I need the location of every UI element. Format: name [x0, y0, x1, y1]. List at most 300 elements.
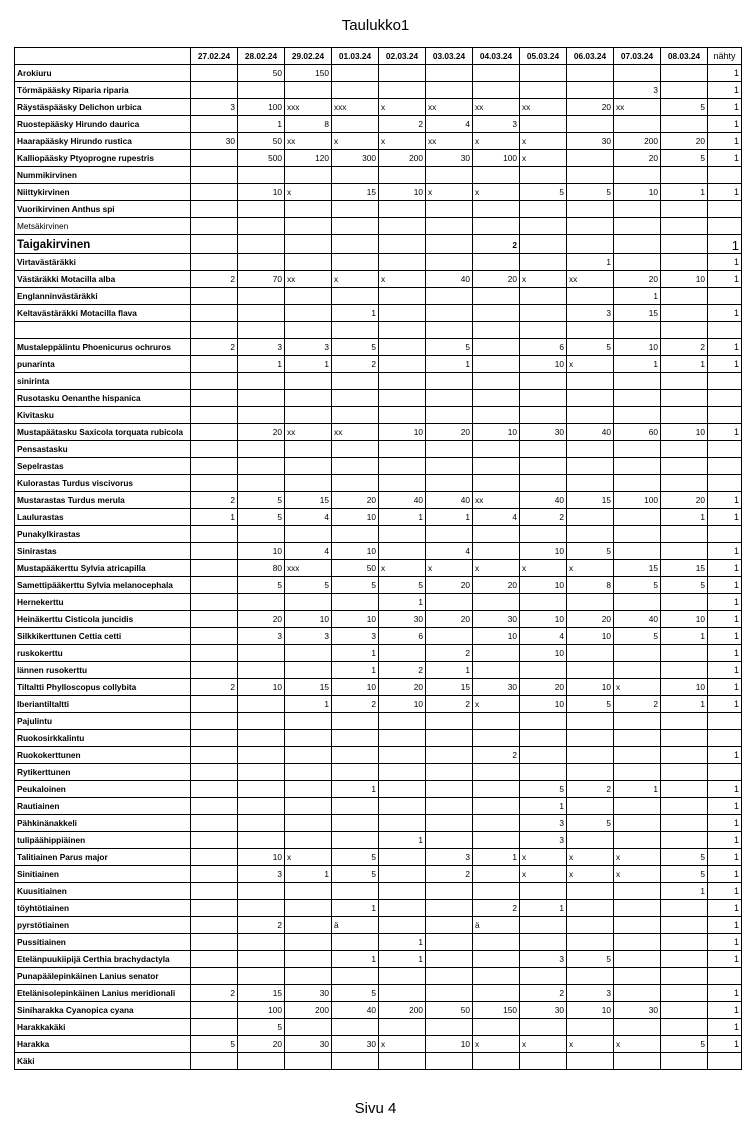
seen-cell	[708, 288, 742, 305]
count-cell	[191, 781, 238, 798]
table-row	[15, 116, 742, 133]
count-cell	[661, 815, 708, 832]
count-cell	[238, 1053, 285, 1070]
count-cell	[614, 764, 661, 781]
count-cell: 3	[567, 985, 614, 1002]
count-cell: 1	[520, 900, 567, 917]
count-cell	[379, 305, 426, 322]
count-cell: 1	[614, 288, 661, 305]
count-cell: x	[614, 1036, 661, 1053]
count-cell: 3	[238, 628, 285, 645]
seen-cell: 1	[708, 832, 742, 849]
table-row	[15, 832, 742, 849]
count-cell	[285, 201, 332, 218]
count-cell	[614, 968, 661, 985]
count-cell	[191, 696, 238, 713]
table-row	[15, 543, 742, 560]
count-cell	[285, 1053, 332, 1070]
count-cell	[426, 713, 473, 730]
count-cell: 150	[473, 1002, 520, 1019]
count-cell: x	[520, 133, 567, 150]
seen-cell: 1	[708, 611, 742, 628]
seen-cell: 1	[708, 254, 742, 271]
count-cell	[285, 917, 332, 934]
count-cell	[379, 1019, 426, 1036]
count-cell	[426, 1019, 473, 1036]
count-cell	[379, 883, 426, 900]
table-row	[15, 951, 742, 968]
count-cell: x	[520, 849, 567, 866]
count-cell	[520, 218, 567, 235]
count-cell	[426, 390, 473, 407]
count-cell	[614, 201, 661, 218]
count-cell	[473, 373, 520, 390]
species-name: Iberiantiltaltti	[15, 696, 191, 713]
count-cell	[238, 441, 285, 458]
species-name: töyhtötiainen	[15, 900, 191, 917]
count-cell	[614, 167, 661, 184]
count-cell: 2	[426, 696, 473, 713]
count-cell	[191, 407, 238, 424]
species-name: Punapäälepinkäinen Lanius senator	[15, 968, 191, 985]
count-cell	[191, 116, 238, 133]
count-cell: 40	[332, 1002, 379, 1019]
count-cell	[473, 339, 520, 356]
count-cell: 1	[285, 356, 332, 373]
count-cell: 5	[379, 577, 426, 594]
count-cell: 2	[191, 492, 238, 509]
seen-cell: 1	[708, 65, 742, 82]
count-cell	[567, 883, 614, 900]
seen-cell: 1	[708, 662, 742, 679]
count-cell: x	[332, 133, 379, 150]
species-name: Harakkakäki	[15, 1019, 191, 1036]
count-cell	[426, 798, 473, 815]
count-cell	[614, 747, 661, 764]
count-cell	[473, 441, 520, 458]
seen-cell: 1	[708, 866, 742, 883]
count-cell	[520, 594, 567, 611]
count-cell	[520, 65, 567, 82]
count-cell	[520, 322, 567, 339]
seen-cell: 1	[708, 679, 742, 696]
count-cell: 3	[520, 951, 567, 968]
count-cell	[379, 475, 426, 492]
count-cell: xx	[473, 492, 520, 509]
seen-cell: 1	[708, 849, 742, 866]
count-cell	[332, 441, 379, 458]
count-cell	[520, 407, 567, 424]
count-cell	[614, 798, 661, 815]
count-cell	[191, 628, 238, 645]
count-cell	[191, 866, 238, 883]
count-cell	[379, 866, 426, 883]
table-row	[15, 934, 742, 951]
count-cell: 1	[426, 509, 473, 526]
species-name: Samettipääkerttu Sylvia melanocephala	[15, 577, 191, 594]
count-cell	[520, 662, 567, 679]
count-cell: 10	[473, 628, 520, 645]
table-row	[15, 356, 742, 373]
count-cell	[426, 218, 473, 235]
count-cell: 20	[661, 133, 708, 150]
count-cell	[379, 917, 426, 934]
count-cell	[661, 713, 708, 730]
count-cell	[567, 373, 614, 390]
count-cell	[661, 543, 708, 560]
count-cell: 15	[614, 560, 661, 577]
table-row	[15, 526, 742, 543]
count-cell	[379, 82, 426, 99]
count-cell: 1	[332, 662, 379, 679]
count-cell	[614, 235, 661, 254]
count-cell: 10	[332, 543, 379, 560]
count-cell	[332, 815, 379, 832]
count-cell: 10	[285, 611, 332, 628]
count-cell: 10	[238, 679, 285, 696]
count-cell: 10	[332, 679, 379, 696]
count-cell: 1	[379, 594, 426, 611]
table-row	[15, 407, 742, 424]
count-cell: 2	[191, 271, 238, 288]
count-cell: x	[473, 184, 520, 201]
count-cell: 20	[238, 1036, 285, 1053]
count-cell	[191, 373, 238, 390]
count-cell	[238, 645, 285, 662]
count-cell	[567, 65, 614, 82]
count-cell: 40	[379, 492, 426, 509]
count-cell	[238, 475, 285, 492]
species-name: Mustapääkerttu Sylvia atricapilla	[15, 560, 191, 577]
count-cell	[285, 798, 332, 815]
count-cell: 10	[520, 645, 567, 662]
count-cell	[238, 696, 285, 713]
count-cell	[191, 764, 238, 781]
count-cell	[473, 951, 520, 968]
count-cell: xx	[285, 271, 332, 288]
count-cell	[473, 781, 520, 798]
count-cell	[238, 167, 285, 184]
count-cell	[661, 764, 708, 781]
count-cell: 50	[332, 560, 379, 577]
count-cell: x	[379, 271, 426, 288]
count-cell	[332, 883, 379, 900]
count-cell: 100	[473, 150, 520, 167]
count-cell: 15	[332, 184, 379, 201]
count-cell	[567, 82, 614, 99]
table-row	[15, 696, 742, 713]
count-cell	[191, 305, 238, 322]
count-cell	[238, 713, 285, 730]
count-cell	[426, 764, 473, 781]
count-cell: x	[332, 271, 379, 288]
header-cell-date: 03.03.24	[426, 48, 473, 65]
count-cell	[379, 1053, 426, 1070]
count-cell: 10	[332, 611, 379, 628]
count-cell	[567, 288, 614, 305]
table-row	[15, 730, 742, 747]
count-cell: x	[567, 356, 614, 373]
count-cell	[285, 747, 332, 764]
count-cell: x	[567, 1036, 614, 1053]
count-cell	[191, 150, 238, 167]
count-cell: 5	[426, 339, 473, 356]
count-cell	[285, 167, 332, 184]
count-cell: 5	[285, 577, 332, 594]
count-cell: 4	[426, 116, 473, 133]
species-name: Taigakirvinen	[15, 235, 191, 254]
count-cell	[332, 390, 379, 407]
seen-cell: 1	[708, 781, 742, 798]
count-cell	[285, 526, 332, 543]
seen-cell	[708, 1053, 742, 1070]
table-row	[15, 271, 742, 288]
count-cell	[473, 934, 520, 951]
count-cell	[426, 441, 473, 458]
count-cell: 30	[520, 424, 567, 441]
seen-cell	[708, 730, 742, 747]
seen-cell: 1	[708, 271, 742, 288]
table-row	[15, 150, 742, 167]
table-row	[15, 917, 742, 934]
count-cell	[379, 339, 426, 356]
count-cell	[614, 713, 661, 730]
count-cell: 1	[332, 305, 379, 322]
count-cell	[567, 832, 614, 849]
count-cell	[379, 730, 426, 747]
count-cell	[567, 322, 614, 339]
count-cell	[332, 458, 379, 475]
count-cell: 1	[661, 883, 708, 900]
count-cell: 10	[238, 543, 285, 560]
seen-cell: 1	[708, 577, 742, 594]
count-cell	[614, 543, 661, 560]
count-cell: x	[379, 99, 426, 116]
species-name: Sinitiainen	[15, 866, 191, 883]
count-cell: 1	[379, 951, 426, 968]
count-cell	[661, 917, 708, 934]
count-cell	[379, 798, 426, 815]
table-row	[15, 322, 742, 339]
count-cell	[520, 305, 567, 322]
count-cell	[473, 764, 520, 781]
seen-cell: 1	[708, 883, 742, 900]
count-cell: 5	[661, 150, 708, 167]
count-cell: 3	[567, 305, 614, 322]
count-cell: 1	[661, 628, 708, 645]
seen-cell: 1	[708, 150, 742, 167]
count-cell	[473, 798, 520, 815]
count-cell	[426, 934, 473, 951]
count-cell: 40	[520, 492, 567, 509]
header-cell-date: 04.03.24	[473, 48, 520, 65]
count-cell: 40	[567, 424, 614, 441]
count-cell	[191, 390, 238, 407]
count-cell	[661, 167, 708, 184]
count-cell	[191, 526, 238, 543]
count-cell	[191, 883, 238, 900]
species-name: punarinta	[15, 356, 191, 373]
count-cell: 4	[285, 509, 332, 526]
table-row	[15, 866, 742, 883]
seen-cell	[708, 322, 742, 339]
count-cell: x	[520, 150, 567, 167]
count-cell	[614, 594, 661, 611]
table-row	[15, 645, 742, 662]
count-cell	[614, 322, 661, 339]
count-cell	[473, 832, 520, 849]
seen-cell: 1	[708, 917, 742, 934]
count-cell: 2	[426, 645, 473, 662]
count-cell	[473, 82, 520, 99]
count-cell	[567, 662, 614, 679]
count-cell	[473, 167, 520, 184]
count-cell	[285, 713, 332, 730]
count-cell: 1	[567, 254, 614, 271]
count-cell	[191, 254, 238, 271]
seen-cell	[708, 407, 742, 424]
count-cell	[426, 747, 473, 764]
count-cell	[661, 82, 708, 99]
count-cell	[285, 781, 332, 798]
count-cell	[191, 458, 238, 475]
table-row	[15, 235, 742, 254]
table-row	[15, 900, 742, 917]
table-row	[15, 254, 742, 271]
count-cell: 10	[238, 184, 285, 201]
count-cell	[191, 934, 238, 951]
count-cell	[661, 116, 708, 133]
count-cell: 5	[332, 866, 379, 883]
count-cell: xxx	[332, 99, 379, 116]
count-cell	[285, 645, 332, 662]
count-cell: 3	[473, 116, 520, 133]
count-cell	[520, 201, 567, 218]
count-cell: 2	[379, 116, 426, 133]
count-cell: xxx	[285, 560, 332, 577]
count-cell: 10	[520, 543, 567, 560]
count-cell	[191, 968, 238, 985]
count-cell: 30	[332, 1036, 379, 1053]
count-cell: 15	[426, 679, 473, 696]
count-cell	[191, 235, 238, 254]
count-cell: 3	[520, 832, 567, 849]
count-cell	[520, 764, 567, 781]
count-cell	[473, 594, 520, 611]
seen-cell: 1	[708, 1019, 742, 1036]
seen-cell: 1	[708, 339, 742, 356]
count-cell: 20	[426, 611, 473, 628]
count-cell	[661, 594, 708, 611]
count-cell	[567, 645, 614, 662]
count-cell	[332, 201, 379, 218]
count-cell	[426, 235, 473, 254]
count-cell: x	[614, 866, 661, 883]
count-cell	[332, 407, 379, 424]
page-title: Taulukko1	[341, 17, 410, 34]
count-cell: 300	[332, 150, 379, 167]
species-name: Talitiainen Parus major	[15, 849, 191, 866]
count-cell	[238, 934, 285, 951]
species-name: tulipäähippiäinen	[15, 832, 191, 849]
count-cell	[191, 713, 238, 730]
count-cell: 1	[332, 900, 379, 917]
species-name: Ruokosirkkalintu	[15, 730, 191, 747]
count-cell	[520, 883, 567, 900]
count-cell	[332, 934, 379, 951]
count-cell: x	[379, 1036, 426, 1053]
count-cell: 10	[567, 679, 614, 696]
count-cell	[473, 305, 520, 322]
count-cell	[285, 662, 332, 679]
count-cell	[426, 475, 473, 492]
count-cell	[238, 254, 285, 271]
seen-cell	[708, 373, 742, 390]
count-cell	[332, 254, 379, 271]
table-row	[15, 968, 742, 985]
count-cell	[238, 951, 285, 968]
count-cell: x	[473, 560, 520, 577]
count-cell	[426, 65, 473, 82]
count-cell	[661, 65, 708, 82]
seen-cell: 1	[708, 116, 742, 133]
count-cell: 5	[661, 99, 708, 116]
count-cell: 150	[285, 65, 332, 82]
table-row	[15, 184, 742, 201]
species-name: Etelänisolepinkäinen Lanius meridionali	[15, 985, 191, 1002]
count-cell	[567, 730, 614, 747]
count-cell: 10	[520, 577, 567, 594]
count-cell: 2	[238, 917, 285, 934]
count-cell: 4	[426, 543, 473, 560]
count-cell	[285, 934, 332, 951]
count-cell	[426, 917, 473, 934]
count-cell: 2	[426, 866, 473, 883]
count-cell	[285, 373, 332, 390]
count-cell	[332, 373, 379, 390]
seen-cell: 1	[708, 815, 742, 832]
count-cell	[191, 798, 238, 815]
count-cell	[191, 662, 238, 679]
species-name: Virtavästäräkki	[15, 254, 191, 271]
count-cell: 2	[520, 985, 567, 1002]
count-cell	[238, 594, 285, 611]
count-cell	[379, 985, 426, 1002]
count-cell: 5	[567, 696, 614, 713]
count-cell: ä	[332, 917, 379, 934]
count-cell	[191, 288, 238, 305]
count-cell: 10	[661, 679, 708, 696]
count-cell	[191, 900, 238, 917]
count-cell	[567, 407, 614, 424]
count-cell	[473, 288, 520, 305]
count-cell	[238, 883, 285, 900]
table-row	[15, 509, 742, 526]
species-name: Törmäpääsky Riparia riparia	[15, 82, 191, 99]
count-cell: 1	[379, 934, 426, 951]
count-cell: 30	[285, 1036, 332, 1053]
count-cell: 2	[191, 679, 238, 696]
count-cell: 5	[238, 492, 285, 509]
count-cell	[614, 883, 661, 900]
seen-cell: 1	[708, 594, 742, 611]
count-cell	[238, 373, 285, 390]
count-cell: 6	[520, 339, 567, 356]
count-cell	[473, 407, 520, 424]
species-name: Rautiainen	[15, 798, 191, 815]
count-cell: x	[379, 133, 426, 150]
species-name: Haarapääsky Hirundo rustica	[15, 133, 191, 150]
